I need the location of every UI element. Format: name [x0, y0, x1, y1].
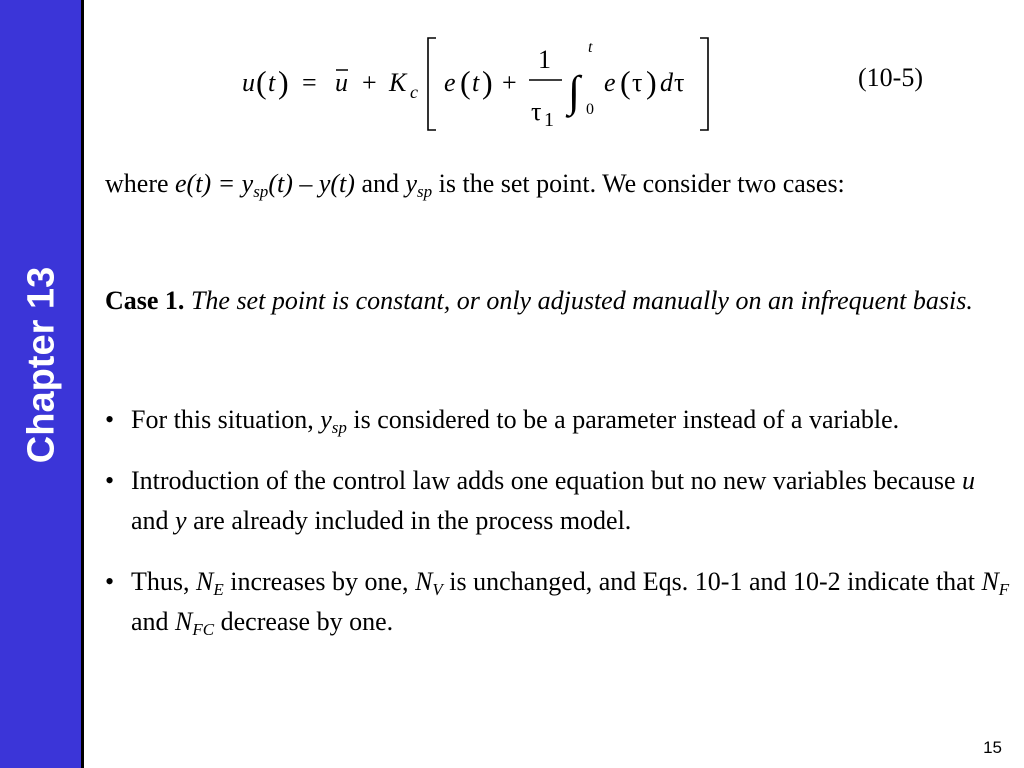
bullet-list	[105, 400, 1015, 663]
eq-plus-1: +	[362, 68, 377, 97]
eq-frac-den-sub: 1	[544, 109, 554, 131]
list-item: • Introduction of the control law adds one equation but no new variables because u and y are already included in the process model.	[105, 466, 976, 535]
eq-t: t	[268, 68, 276, 97]
eq-int-upper: t	[588, 39, 593, 56]
eq-e: e	[444, 68, 456, 97]
eq-K: K	[389, 68, 407, 97]
page-number: 15	[983, 738, 1002, 757]
eq-paren-close-1: )	[278, 64, 289, 100]
case-1-label: Case 1.	[105, 286, 185, 315]
list-item: • Thus, $N_E$ increases by one, $N_V$ is unchanged, and Eqs. 10-1 and 10-2 indicate that $N_F$ and $N_{FC}$ decrease by one.	[105, 567, 1010, 639]
eq-frac-num: 1	[538, 45, 551, 74]
eq-t2: t	[472, 68, 480, 97]
eq-e2: e	[604, 68, 616, 97]
definition-paragraph: where $e(t) = y_{sp}(t) - y(t)$ and $y_{sp}$ is the set point. We consider two cases:	[105, 169, 845, 201]
eq-integral: ∫	[568, 67, 581, 116]
eq-bracket-right	[700, 38, 708, 130]
eq-paren-open-2: (	[460, 64, 471, 100]
eq-paren-close-3: )	[646, 64, 657, 100]
eq-dtau: τ	[674, 68, 685, 97]
eq-u: u	[242, 68, 255, 97]
chapter-title: Chapter 13	[20, 266, 63, 464]
equation-number: (10-5)	[858, 63, 923, 92]
eq-paren-open-1: (	[256, 64, 267, 100]
list-item: • For this situation, $y_{sp}$ is considered to be a parameter instead of a variable.	[105, 405, 900, 437]
eq-equals: =	[302, 68, 317, 97]
eq-c-sub: c	[410, 82, 418, 102]
eq-int-lower: 0	[586, 101, 594, 118]
eq-frac-den-tau: τ	[531, 97, 542, 126]
case-1-paragraph	[105, 281, 1010, 320]
eq-paren-open-3: (	[620, 64, 631, 100]
equation-10-5	[240, 34, 720, 134]
eq-d: d	[660, 68, 673, 97]
eq-tau: τ	[632, 68, 643, 97]
eq-plus-2: +	[502, 68, 517, 97]
sidebar	[0, 0, 84, 768]
eq-paren-close-2: )	[482, 64, 493, 100]
eq-bracket-left	[428, 38, 436, 130]
case-1-text: The set point is constant, or only adjusted manually on an infrequent basis.	[184, 286, 973, 315]
eq-ubar: u	[335, 68, 348, 97]
